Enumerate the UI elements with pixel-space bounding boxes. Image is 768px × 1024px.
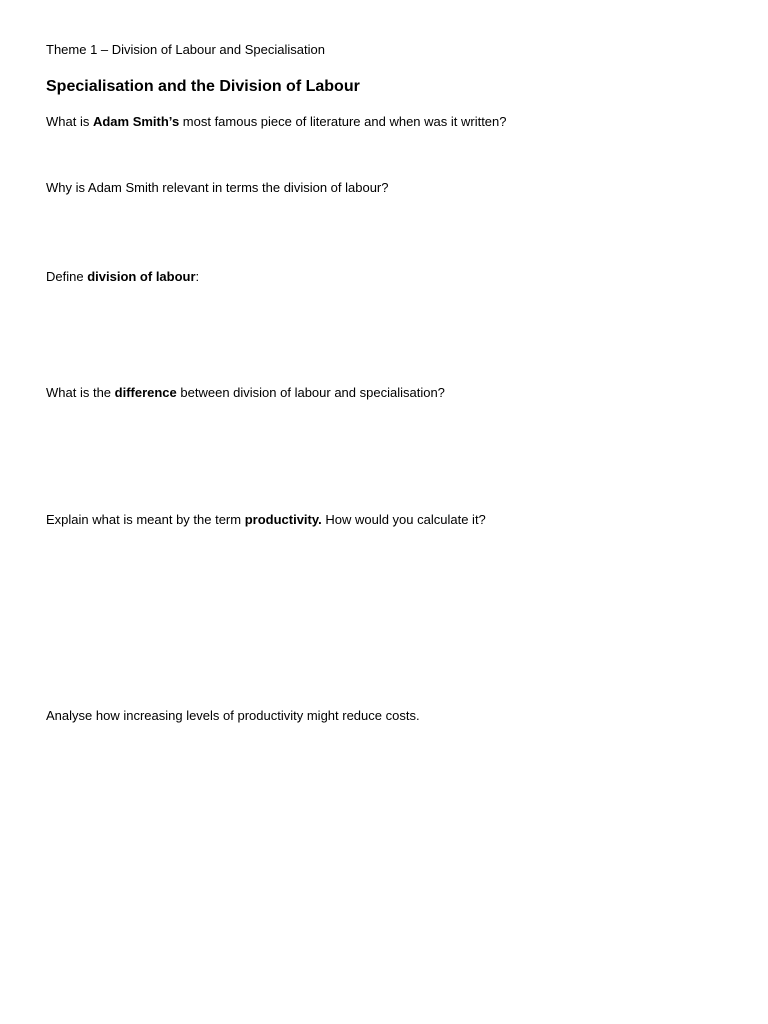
question-text: : <box>195 269 200 284</box>
question-text: Explain what is meant by the term <box>46 512 245 527</box>
question-adam-smith-literature <box>46 114 507 130</box>
question-emphasis: difference <box>114 385 177 400</box>
question-emphasis: division of labour <box>87 269 196 284</box>
question-adam-smith-relevance: Why is Adam Smith relevant in terms the division of labour? <box>46 180 389 195</box>
question-emphasis: Adam Smith’s <box>92 114 180 129</box>
question-text: most famous piece of literature and when was it written? <box>179 114 507 129</box>
page-title: Specialisation and the Division of Labour <box>46 78 360 95</box>
question-text: What is the <box>46 385 115 400</box>
theme-line: Theme 1 – Division of Labour and Specialisation <box>46 42 325 57</box>
question-text: Define <box>46 269 88 284</box>
question-productivity <box>46 512 486 528</box>
question-difference <box>46 385 445 401</box>
question-text: between division of labour and specialisation? <box>176 385 445 400</box>
question-text: How would you calculate it? <box>321 512 486 527</box>
question-text: What is <box>46 114 93 129</box>
question-emphasis: productivity. <box>244 512 322 527</box>
question-reduce-costs: Analyse how increasing levels of productivity might reduce costs. <box>46 708 420 723</box>
question-define-division-of-labour <box>46 269 199 285</box>
